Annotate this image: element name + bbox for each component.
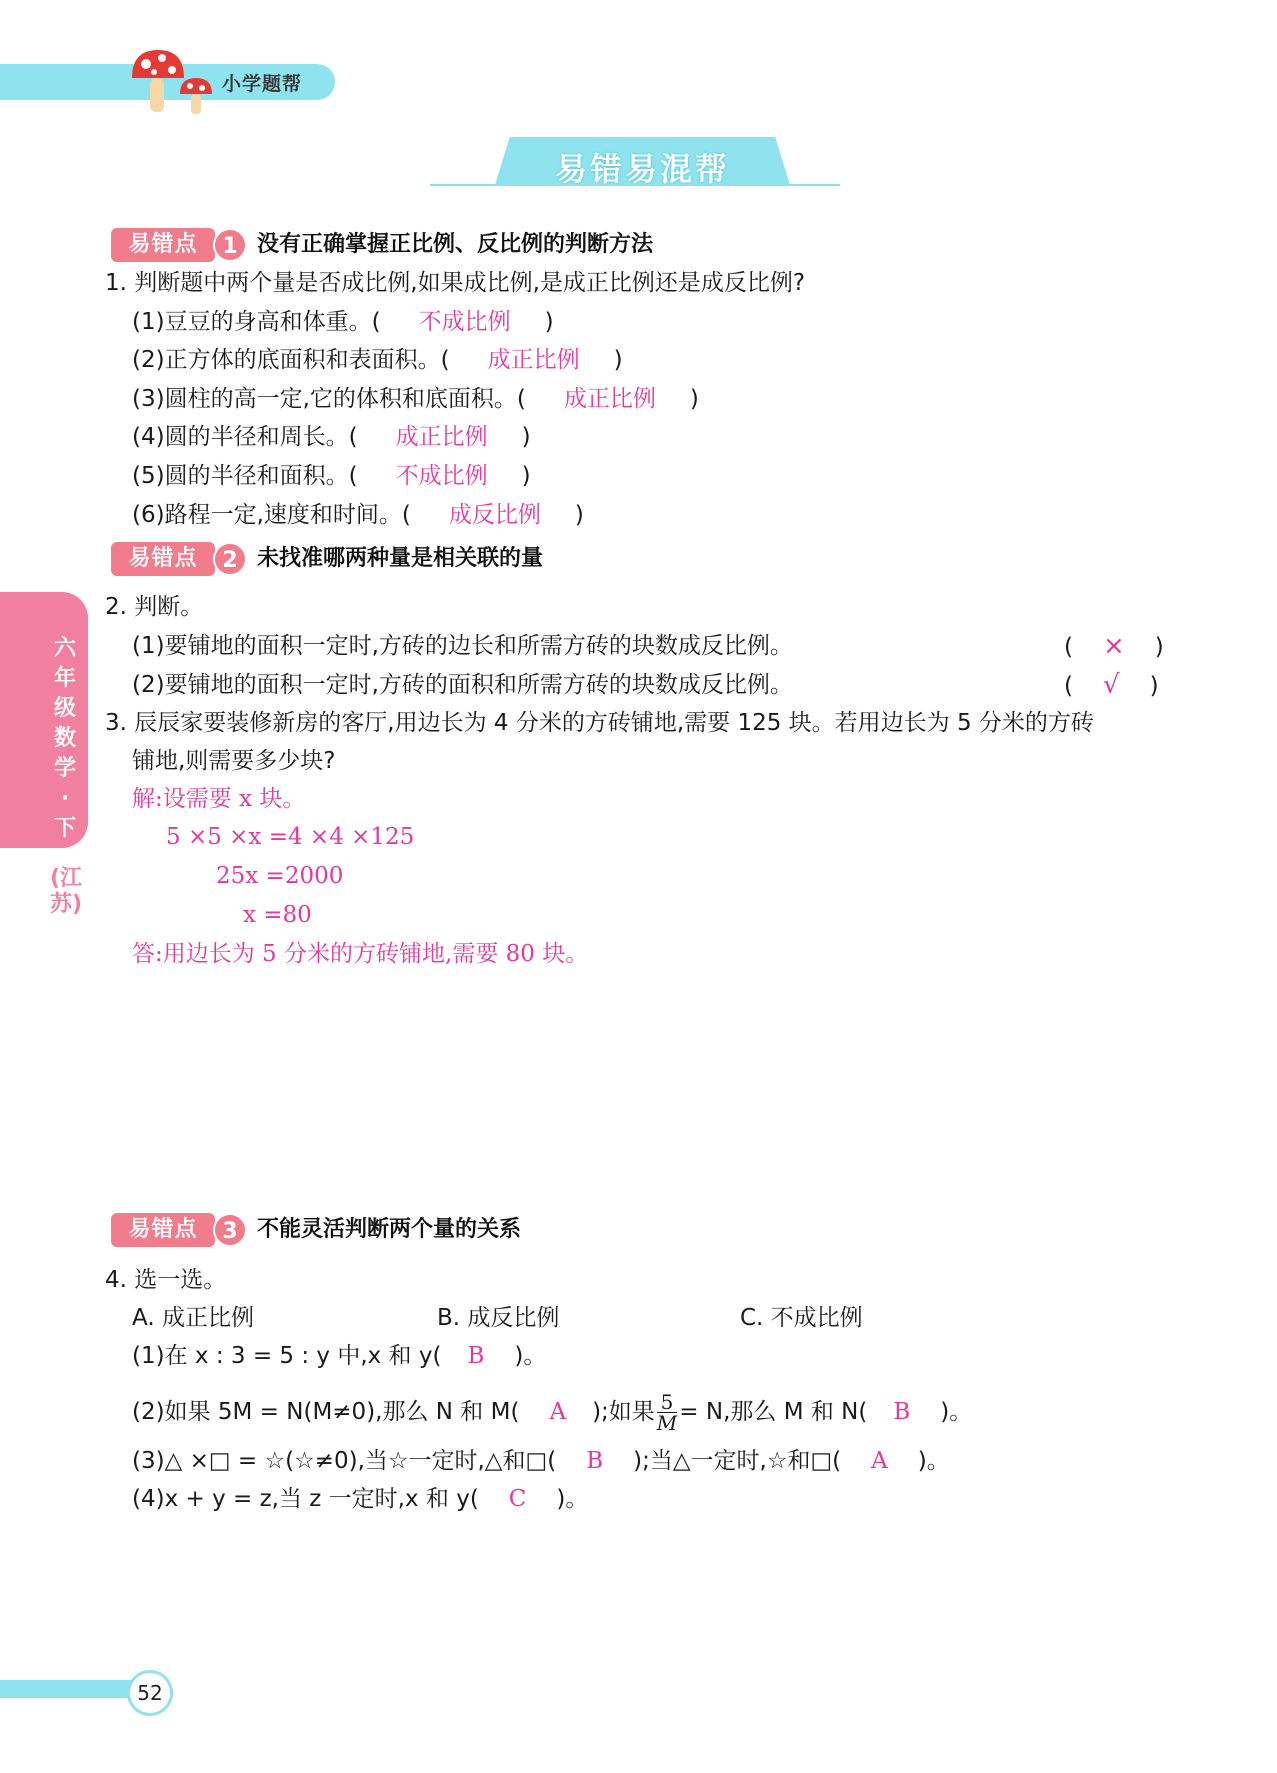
answer: C [508, 1486, 527, 1512]
page-number: 52 [127, 1670, 173, 1716]
q4-option-b: B. 成反比例 [437, 1305, 560, 1331]
badge-number: 1 [213, 228, 247, 262]
brand-label: 小学题帮 [222, 73, 303, 95]
q4-item-1: (1)在 x : 3 = 5 : y 中,x 和 y( B )。 [132, 1343, 547, 1369]
q4-item-3: (3)△ ×□ = ☆(☆≠0),当☆一定时,△和□( B );当△一定时,☆和□( A )。 [132, 1448, 950, 1474]
answer: A [549, 1399, 567, 1425]
answer: B [467, 1343, 485, 1369]
answer: B [586, 1448, 604, 1474]
badge-number: 3 [213, 1213, 247, 1247]
badge-label: 易错点 [111, 228, 215, 262]
answer: 不成比例 [418, 309, 511, 335]
badge-label: 易错点 [111, 542, 215, 576]
q3-solution-2: 5 ×5 ×x =4 ×4 ×125 [166, 824, 415, 850]
badge-text: 未找准哪两种量是相关联的量 [257, 546, 544, 571]
q2-item-1: (1)要铺地的面积一定时,方砖的边长和所需方砖的块数成反比例。 [132, 633, 793, 659]
answer: 成反比例 [448, 502, 541, 528]
answer: 不成比例 [395, 463, 488, 489]
answer-cross-icon: × [1102, 631, 1125, 661]
q1-item-2: (2)正方体的底面积和表面积。( 成正比例 ) [132, 347, 623, 373]
sidebar-region: (江苏) [50, 866, 83, 917]
q1-item-5: (5)圆的半径和面积。( 不成比例 ) [132, 463, 531, 489]
q4-stem: 4. 选一选。 [105, 1267, 227, 1293]
sidebar-grade: 六年级数学·下 [53, 636, 76, 841]
mushroom-logo-icon [128, 44, 223, 116]
q4-item-2: (2)如果 5M = N(M≠0),那么 N 和 M( A );如果 $\frac{5}{M}$ = N,那么 M 和 N( B )。 [132, 1390, 973, 1435]
q1-item-6: (6)路程一定,速度和时间。( 成反比例 ) [132, 502, 584, 528]
answer: A [871, 1448, 888, 1474]
q2-item-2: (2)要铺地的面积一定时,方砖的面积和所需方砖的块数成反比例。 [132, 672, 793, 698]
footer-band [0, 1680, 140, 1698]
q3-solution-3: 25x =2000 [216, 863, 344, 889]
q1-item-4: (4)圆的半径和周长。( 成正比例 ) [132, 424, 531, 450]
answer: 成正比例 [395, 424, 488, 450]
q3-line-1: 3. 辰辰家要装修新房的客厅,用边长为 4 分米的方砖铺地,需要 125 块。若用边长为 5 分米的方砖 [105, 710, 1094, 736]
q3-solution-1: 解:设需要 x 块。 [132, 786, 306, 812]
q2-item-2-bracket: ( √ ) [1064, 670, 1159, 700]
q1-item-1: (1)豆豆的身高和体重。( 不成比例 ) [132, 309, 554, 335]
badge-text: 没有正确掌握正比例、反比例的判断方法 [257, 232, 654, 257]
q1-item-3: (3)圆柱的高一定,它的体积和底面积。( 成正比例 ) [132, 386, 699, 412]
answer: 成正比例 [487, 347, 580, 373]
q2-stem: 2. 判断。 [105, 594, 204, 620]
q3-solution-answer: 答:用边长为 5 分米的方砖铺地,需要 80 块。 [132, 941, 589, 967]
q4-option-c: C. 不成比例 [740, 1305, 863, 1331]
q3-solution-4: x =80 [243, 902, 312, 928]
badge-label: 易错点 [111, 1213, 215, 1247]
q3-line-2: 铺地,则需要多少块? [132, 748, 336, 774]
fraction-5-over-M: $\frac{5}{M}$ [656, 1390, 678, 1435]
badge-text: 不能灵活判断两个量的关系 [257, 1217, 522, 1242]
section-title: 易错易混帮 [554, 150, 730, 188]
q4-option-a: A. 成正比例 [132, 1305, 254, 1331]
badge-number: 2 [213, 542, 247, 576]
answer-check-icon: √ [1102, 670, 1120, 700]
q1-stem: 1. 判断题中两个量是否成比例,如果成比例,是成正比例还是成反比例? [105, 270, 806, 296]
q2-item-1-bracket: ( × ) [1064, 631, 1164, 661]
q4-item-4: (4)x + y = z,当 z 一定时,x 和 y( C )。 [132, 1486, 589, 1512]
answer: B [893, 1399, 911, 1425]
answer: 成正比例 [563, 386, 656, 412]
